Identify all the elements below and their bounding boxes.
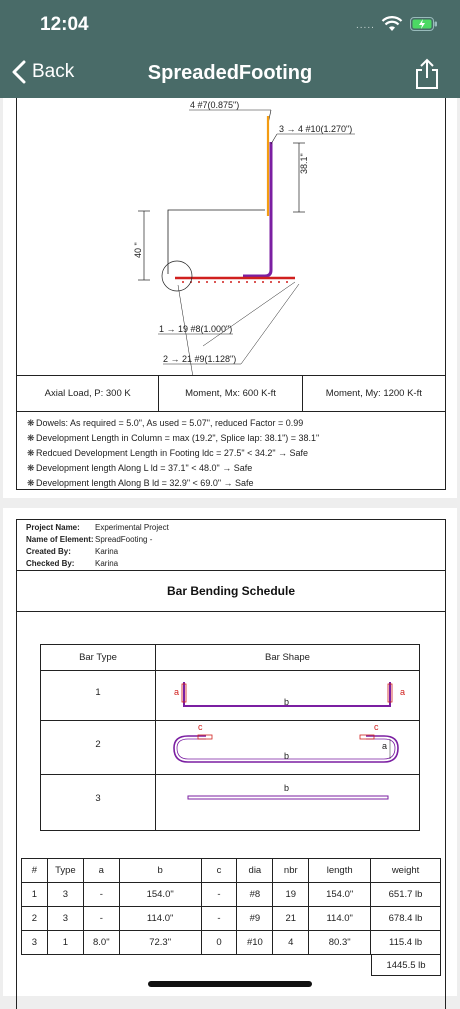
bar-shape-1: a b a <box>156 671 420 721</box>
signal-dots: ..... <box>356 20 375 31</box>
header-bar-type: Bar Type <box>41 645 156 671</box>
label-checked-by: Checked By: <box>26 559 75 568</box>
bar-shape-table <box>40 644 420 831</box>
schedule-title: Bar Bending Schedule <box>166 584 296 598</box>
share-icon[interactable] <box>414 58 440 90</box>
footing-section-drawing <box>3 98 457 376</box>
callout-bar-2: 2 → 21 #9(1.128") <box>163 354 237 364</box>
bar-type-2: 2 <box>41 721 156 775</box>
value-checked-by: Karina <box>95 559 119 568</box>
status-bar <box>0 0 460 50</box>
header-divider <box>16 570 446 571</box>
note-dev-length-b: ❋Development length Along B ld = 32.9" < 69.0" → Safe <box>27 478 254 488</box>
axial-load: Axial Load, P: 300 K <box>17 376 159 411</box>
status-time: 12:04 <box>40 14 89 35</box>
label-created-by: Created By: <box>26 547 71 556</box>
value-created-by: Karina <box>95 547 119 556</box>
value-element-name: SpreadFooting - <box>95 535 153 544</box>
page-title: SpreadedFooting <box>147 62 313 84</box>
table-row: 1 3 - 154.0" - #8 19 154.0" 651.7 lb <box>22 883 441 907</box>
title-divider <box>16 611 446 612</box>
total-weight: 1445.5 lb <box>371 954 441 976</box>
note-dev-length-l: ❋Development length Along L ld = 37.1" < 48.0" → Safe <box>27 463 253 473</box>
table-row: 2 3 - 114.0" - #9 21 114.0" 678.4 lb <box>22 907 441 931</box>
dim-dowel-length: 38.1" <box>299 153 309 174</box>
bar-list-table: # Type a b c dia nbr length weight 1 3 - 154.0" - #8 19 154.0" 651.7 lb 2 3 - 114.0" - #9 21 114.0" 678.4 lb 3 1 8.0" 72.3" 0 #10 4 80.3" 115.4 lb <box>21 858 441 955</box>
bar-bending-schedule-sheet <box>3 508 457 996</box>
wifi-icon <box>381 16 403 32</box>
battery-icon <box>410 17 438 31</box>
header-bar-shape: Bar Shape <box>156 645 420 671</box>
navigation-bar <box>0 50 460 98</box>
callout-top-bars: 4 #7(0.875") <box>190 100 240 110</box>
note-dev-length-column: ❋Development Length in Column = max (19.2", Splice lap: 38.1") = 38.1" <box>27 433 320 443</box>
footing-drawing-sheet <box>3 98 457 498</box>
loads-row <box>16 375 446 412</box>
bar-shape-1-drawing <box>156 672 418 720</box>
label-project-name: Project Name: <box>26 523 80 532</box>
callout-dowel: 3 → 4 #10(1.270") <box>279 124 353 134</box>
bar-type-1: 1 <box>41 671 156 721</box>
back-label: Back <box>32 61 75 82</box>
dim-footing-depth: 40 " <box>133 242 143 258</box>
callout-bar-1: 1 → 19 #8(1.000") <box>159 324 233 334</box>
label-element-name: Name of Element: <box>26 535 94 544</box>
value-project-name: Experimental Project <box>95 523 169 532</box>
moment-x: Moment, Mx: 600 K-ft <box>159 376 302 411</box>
bar-shape-3: b <box>156 775 420 831</box>
moment-y: Moment, My: 1200 K-ft <box>325 388 422 399</box>
bar-type-3: 3 <box>41 775 156 831</box>
note-dowels: ❋Dowels: As required = 5.0", As used = 5.07", reduced Factor = 0.99 <box>27 418 304 428</box>
table-row: 3 1 8.0" 72.3" 0 #10 4 80.3" 115.4 lb <box>22 931 441 955</box>
bar-shape-2: c c a b <box>156 721 420 775</box>
home-indicator[interactable] <box>148 981 312 987</box>
note-dev-length-footing: ❋Redcued Development Length in Footing ldc = 27.5" < 34.2" → Safe <box>27 448 309 458</box>
